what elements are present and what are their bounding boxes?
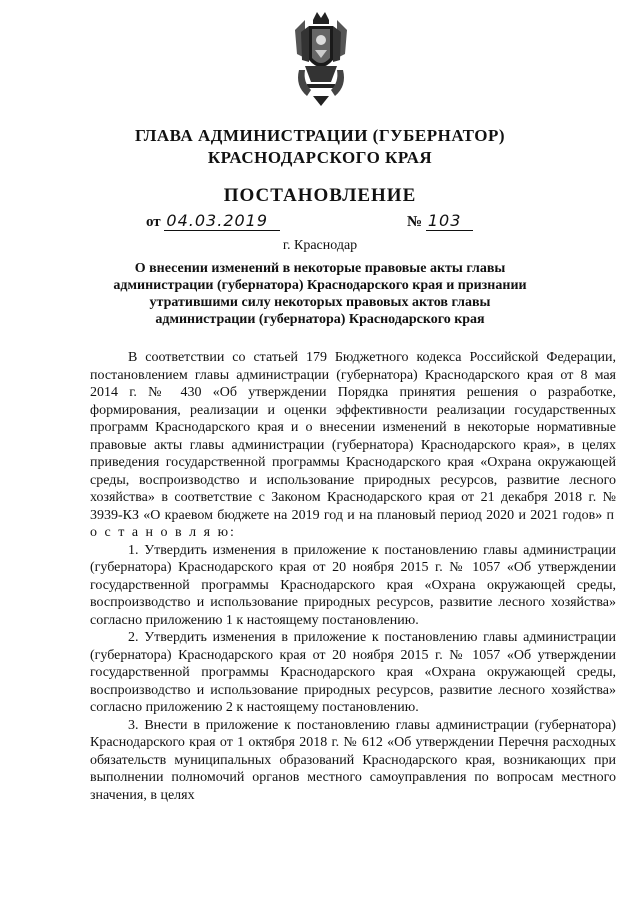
issuer-title-line-1: ГЛАВА АДМИНИСТРАЦИИ (ГУБЕРНАТОР) xyxy=(134,126,505,145)
city: г. Краснодар xyxy=(282,238,358,253)
preamble-text: В соответствии со статьей 179 Бюджетного кодекса Российской Федерации, постановлением главы администрации (губернатора) Краснодарского края от 8 мая 2014 г. № 430 «Об утверждении Порядка принятия решения о разработке, формирования, реализации и оценки эффективности реализации государственных программ Краснодарского края и о внесении изменений в некоторые нормативные правовые акты главы администрации (губернатора) Краснодарского края», в целях приведения государственной программы Краснодарского края «Охрана окружающей среды, воспроизводство и использование природных ресурсов, развитие лесного хозяйства» в соответствие с Законом Краснодарского края от 21 декабря 2018 г. № 3939-КЗ «О краевом бюджете на 2019 год и на плановый период 2020 и 2021 годов» xyxy=(90,350,616,523)
document-title: О внесении изменений в некоторые правовые акты главы администрации (губернатора) Краснодарского края и признании утратившими силу некоторых правовых актов главы администрации (губернатора) Краснодарского края xyxy=(113,261,527,327)
number-line xyxy=(407,211,473,231)
number-value: 103 xyxy=(426,211,474,231)
date-line xyxy=(146,211,280,231)
krasnodar-coat-of-arms-icon xyxy=(291,10,351,110)
document-type-heading: ПОСТАНОВЛЕНИЕ xyxy=(223,185,417,206)
decree-word: п о с т а н о в л я ю: xyxy=(90,507,616,540)
date-label: от xyxy=(146,214,161,230)
preamble-paragraph xyxy=(90,349,616,542)
date-value: 04.03.2019 xyxy=(164,211,280,231)
decree-item: 3. Внести в приложение к постановлению главы администрации (губернатора) Краснодарского края от 1 октября 2018 г. № 612 «Об утверждении Перечня расходных обязательств муниципальных образований Краснодарского края, возникающих при выполнении полномочий органов местного самоуправления по вопросам местного значения, в целях xyxy=(90,717,616,803)
decree-item: 1. Утвердить изменения в приложение к постановлению главы администрации (губернатора) Краснодарского края от 20 ноября 2015 г. № 1057 «Об утверждении государственной программы Краснодарского края «Охрана окружающей среды, воспроизводство и использование природных ресурсов, развитие лесного хозяйства» согласно приложению 1 к настоящему постановлению. xyxy=(90,542,616,628)
document-body xyxy=(90,349,616,804)
decree-item: 2. Утвердить изменения в приложение к постановлению главы администрации (губернатора) Краснодарского края от 20 ноября 2015 г. № 1057 «Об утверждении государственной программы Краснодарского края «Охрана окружающей среды, воспроизводство и использование природных ресурсов, развитие лесного хозяйства» согласно приложению 2 к настоящему постановлению. xyxy=(90,630,616,715)
issuer-title-line-2: КРАСНОДАРСКОГО КРАЯ xyxy=(207,148,433,167)
number-label: № xyxy=(407,214,423,230)
